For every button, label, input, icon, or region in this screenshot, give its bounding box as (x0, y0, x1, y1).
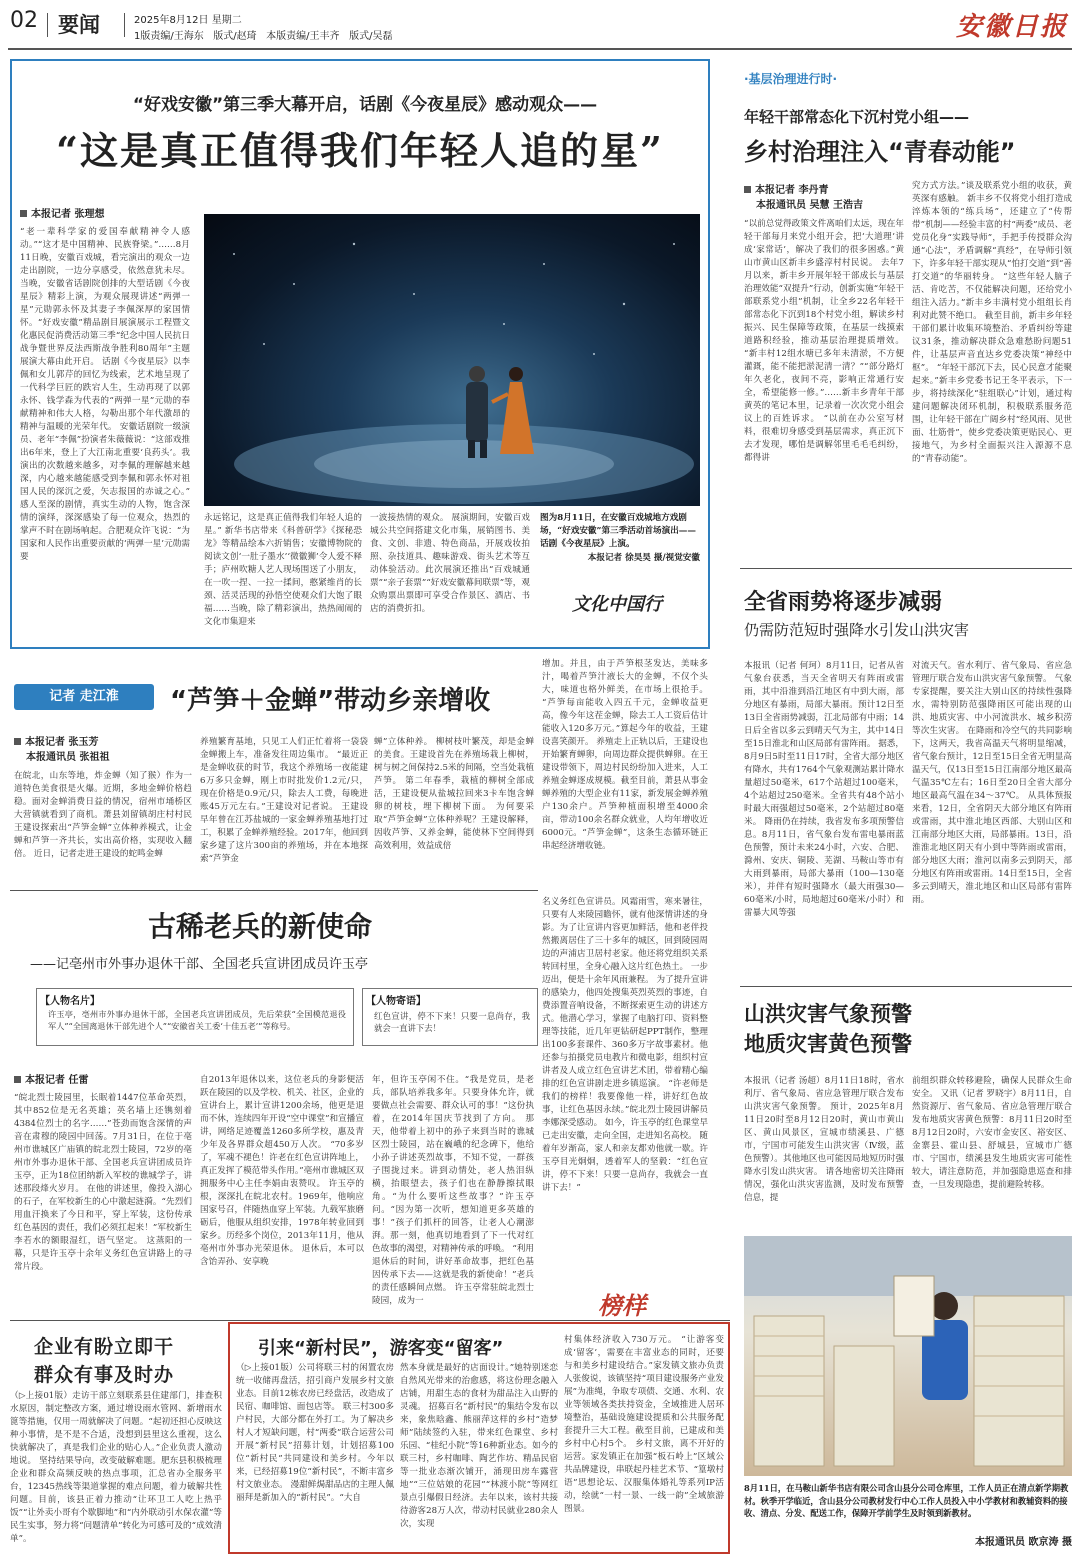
profile-card-label: 【人物名片】 (40, 996, 100, 1007)
reporter-badge (14, 684, 154, 710)
editor-credits: 1版责编/王海东 版式/赵琦 本版责编/王丰齐 版式/吴磊 (134, 31, 393, 42)
warehouse-illustration (744, 1236, 1072, 1476)
right-top-column-2: 究方式方法。”谈及联系党小组的收获，黄英深有感触。 新丰乡不仅将党小组打造成淬炼本领的“练兵场”，还建立了“传帮带”机制——经验丰富的村“两委”成员、老党员化身“实践导师”，手把手传授群众沟通“心法”，矛盾调解“真经”，在导师引领下，许多年轻干部实现从“怕打交道”到“善打交道”的华丽转身。 “这些年轻人脑子活、肯吃苦，不仅能解决问题，还给党小组注入活力。”新丰乡丰满村党小组组长肖利对此赞不绝口。 截至目前，新丰乡年轻干部们累计收集环境整治、矛盾纠纷等建议31条，推动解决群众急难愁盼问题51件，让基层声音直达乡党委决策“神经中枢”。 “年轻干部沉下去，民心民意才能聚起来。”新丰乡党委书记王冬平表示，下一步，将持续深化“驻组联心”计划，通过构建问题解决闭环机制，积极联系服务范围，让年轻干部在广阔乡村“经风雨、见世面、壮筋骨”，使乡党委决策更贴民心、更接地气，为乡村全面振兴注入源源不息的“青春动能”。 (912, 181, 1072, 464)
role-model-seal: 榜样 (598, 1291, 646, 1320)
lead-column-3: 一波接热情的观众。 展演期间，安徽百戏城公共空间搭建文化市集，展销图书、美食、文创、非遗、特色商品，开展戏妆拍照、杂技道具、趣味游戏、街头艺术等互动体验活动。此次展演还推出“百戏城通票”“亲子套票”“好戏安徽幕间联票”等，观众购票出票即可享受合作景区、酒店、书店的消费折扣。 (370, 513, 530, 614)
enterprise-headline-2: 群众有事及时办 (34, 1364, 175, 1386)
newspaper-logo: 安徽日报 (955, 12, 1068, 42)
warn-headline-1: 山洪灾害气象预警 (744, 1002, 912, 1026)
reed-headline: “芦笋＋金蝉”带动乡亲增收 (170, 686, 491, 716)
newvillager-column-1: （▷上接01版）公司将联三村的闲置农房统一收储再盘活，招引商户发展乡村文旅业态。目前12栋农房已经盘活，改造成了民宿、咖啡馆、面包店等。 联三村300多户村民，大部分都在外打工。为了解决乡村人才短缺问题，村“两委”联合运营公司开展“新村民”招募计划，计划招募100位“新村民”共同建设和美乡村。今年以来，已经招募19位“新村民”，不断丰富乡村文旅业态。 漫甜鲜焗甜品店的主理人佩丽拜是新加入的“新村民”。“大自 (236, 1363, 394, 1503)
warn-headline-2: 地质灾害黄色预警 (744, 1032, 912, 1056)
textbook-warehouse-photo (744, 1236, 1072, 1476)
masthead-rule (8, 48, 1072, 50)
section-name: 要闻 (58, 13, 100, 37)
lead-column-2: 永远铭记，这是真正值得我们年轻人追的星。” 新华书店带来《科普研学》《探秘恐龙》等精品绘本六折销售；安徽博物院的阅读文创‘一肚子墨水’‘微徽狮’令人爱不释手；庐州吹糖人艺人现场围送了小朋友，在一吹一捏、一拉一揉间，憨紧维肖的长颈、活灵活现的孙悟空使观众们大饱了眼福……当晚，除了精彩演出，热热闹闹的文化市集迎来 (204, 513, 362, 627)
veteran-byline: 本报记者 任雷 (14, 1074, 88, 1088)
veteran-column-4: 名义务红色宣讲员。风霜雨雪，寒来暑往，只要有人来陵园瞻怀，就有他深情讲述的身影。为了让宣讲内容更加鲜活，他和老伴投然搬离居住了三十多年的城区，回到陵园周边的声浦店卫居村老家。他还将党组织关系转回村里，全身心融入这片红色热土。 一步迈出，便是十余年风雨兼程。 为了提升宣讲的感染力，他四处搜集英烈英烈的事迹，自费添置音响设备，不断探索更生动的讲述方式。他潜心学习，掌握了电脑打印、资料整理等技能，近几年更钻研起PPT制作，整理出100多套课件、360多万字故事素材。他还参与拍摄党员电教片和微电影，组织村宣讲者及人成立红色宣讲艺术团，带着精心编排的红色宣讲剧走进乡镇巡演。 “许老师是我们的榜样！我要像他一样，讲好红色故事，让红色基因永续。”皖北烈士陵园讲解员李娜深受感动。 如今，许玉亭的红色课堂早已走出安徽，走向全国，走进知名高校。 随着年岁渐高，家人和亲友都劝他就一歇。许玉亭目光炯炯，透着军人的坚毅：“红色宣讲，停不下来！只要一息尚存，我就会一直讲下去！” (542, 897, 708, 1193)
textbook-photo-credit: 本报通讯员 欧京涛 摄 (975, 1537, 1072, 1548)
reporter-badge-label: 记者 走江淮 (49, 689, 119, 704)
reed-byline-1: 本报记者 张玉芳 (14, 736, 98, 750)
culture-china-seal: 文化中国行 (572, 594, 662, 615)
reed-column-4: 增加。并且，由于芦笋根茎发达，美味多汁，喝着芦笋汁液长大的金蝉，不仅个头大，味道也格外鲜美，在市场上很抢手。 “芦笋每亩能收入四五千元，金蝉收益更高，像今年这茬金蝉，除去工人工资后估计能收入120多万元。”算起今年的收益，王建设喜笑颜开。 养殖走上正轨以后，王建设也开始繁育蝉卵，向周边群众提供蝉卵。在王建设带领下，周边村民纷纷加入进来，人工养殖金蝉逐成规模。截至目前，萧县从事金蝉养殖的大型企业有11家，新发展金蝉养殖户130余户。芦笋种植面积增至4000余亩，带动100余名群众就业，人均年增收近6000元。“芦笋金蝉”，这条生态循环链正串起经济增收链。 (542, 659, 708, 851)
lead-column-1: “老一辈科学家的爱国奉献精神令人感动。”“这才是中国精神、民族脊梁。”……8月11日晚，安徽百戏城，看完演出的观众一边走出剧院，一边分享感受，依然意犹未尽。 当晚，安徽省话剧院创排的大型话剧《今夜星辰》精彩上演，为观众展现讲述“两弹一星”元勋郭永怀及其妻子李佩深厚的家国情怀。“好戏安徽”精品剧目展演展示工程暨文化惠民促消费活动第三季“纪念中国人民抗日战争暨世界反法西斯战争胜利80周年”主题展演大幕由此开启。 话剧《今夜星辰》以李佩和女儿郭芹的回忆为线索，艺术地呈现了一代科学巨匠的跌宕人生，生动再现了以郭永怀、钱学森为代表的“两弹一星”元勋的奉献精神和伟大人格，勾勒出那个年代激昂的精神与温暖的光荣年代。 安徽话剧院一级演员、老年“李佩”扮演者朱薇薇说：“这部戏推出6年来，登上了大江南北重要‘良药头’。我演出的次数越来越多，对李佩的理解越来越深，内心越来越能感受到李佩和郭永怀对祖国人民的深沉之爱，矢志报国的赤诚之心。” 感人至深的剧情，真实生动的人物，饱含深情的演绎，深深感染了每一位观众，热烈的掌声不时在剧场响起。合肥观众许飞说：“为国家和人民作出重要贡献的‘两弹一星’元勋需要 (20, 227, 190, 562)
veteran-column-2: 自2013年退休以来，这位老兵的身影便活跃在陵园的以及学校、机关、社区，企业的宣讲台上，累计宣讲1200余场，他更是退而不休，连续四年开设“空中课堂”和宣播宣讲，网络足迹覆盖1260多所学校，惠及青少年及各界群众超450万人次。 “70多岁了，军魂不褪色！许老在红色宣讲阵地上，真正发挥了模范带头作用。”亳州市谯城区双拥服务中心主任李娟由衷赞叹。 许玉亭的根，深深扎在皖北农村。1969年，他响应国家号召，伴随热血穿上军装。九载军旅磨砺后，他服从组织安排，1978年转业回到家乡。历经多个岗位，2013年11月，他从亳州市外事办光荣退休。 退休后，本可以含饴弄孙、安享晚 (200, 1075, 364, 1267)
enterprise-column-1: （▷上接01版）走访干部立刻联系县住建部门，排查积水原因，制定整改方案，通过增设雨水管网、新增雨水篦等措施，仅用一周就解决了问题。“起初还担心反映这种小事情，是不是不合适，没想到县里这么重视，这么快就解决了，真是我们企业的贴心人。”企业负责人激动地说。 坚持结果导向，改变破解难题。肥东县积极梳理企业和群众高频反映的热点事项，汇总省办全服务平台，12345热线等渠道掌握的难点问题，着力破解共性问题。目前，该县正着力推动“让环卫工人吃上热乎饭”“让外卖小哥有个歇脚地”和“内外联动引水保农灌”等民生实事，努力将“问题清单”转化为可感可及的“成效清单”。 (10, 1391, 222, 1544)
divider-warn (740, 986, 1072, 987)
reed-column-1: 在皖北，山东等地，炸金蝉（知了猴）作为一道特色美食很是火爆。近期，多地金蝉价格趋稳。面对金蝉消费日益的情况，宿州市埇桥区大营镇就看到了商机。萧县刘留镇胡庄村村民王建设探索出“芦笋金蝉”立体种养模式，让金蝉和芦笋一齐共长，实出高价格，实现收入翻倍。 近日，记者走进王建设的蛇鸣金蝉 (14, 771, 192, 859)
warn-column-1: 本报讯（记者 汤超）8月11日18时，省水利厅、省气象局、省应急管理厅联合发布山洪灾害气象预警。 预计，2025年8月11日20时至8月12日20时，黄山市黄山区、黄山风景区，宣城市绩溪县、广德市，宁国市可能发生山洪灾害（Ⅳ级，蓝色预警）。其他地区也可能因局地短历时强降水引发山洪灾害。 请各地密切关注降雨情况，强化山洪灾害监测，及时发布预警信息，提 (744, 1076, 904, 1203)
quote-card-text: 红色宣讲，停不下来！只要一息尚存，我就会一直讲下去！ (374, 1011, 530, 1033)
reed-column-2: 养殖繁育基地，只见工人们正忙着将一袋袋金蝉搬上车，准备发往周边集市。 “最近正是金蝉收获的时节，我这个养殖场一夜能建6万多只金蝉，刚上市时批发价1.2元/只，现在价格是0.9元/只，除去人工费，每晚进账45万元左右。”王建设对记者说。 王建设早年曾在江苏盐城的一家金蝉养殖基地打过工，积累了金蝉养殖经验。2017年，他回到家乡建了这片300亩的养殖场，并在本地探索“芦笋金 (200, 737, 368, 864)
column-tag: ·基层治理进行时· (744, 72, 838, 86)
quote-card-label: 【人物寄语】 (366, 996, 426, 1007)
lead-photo-caption: 图为8月11日，在安徽百戏城地方戏剧场，“好戏安徽”第三季活动首场演出——话剧《今夜星辰》上演。 (540, 513, 696, 549)
veteran-headline: 古稀老兵的新使命 (148, 910, 373, 943)
rain-subtitle: 仍需防范短时强降水引发山洪灾害 (744, 621, 970, 639)
newvillager-headline: 引来“新村民”，游客变“留客” (258, 1338, 504, 1359)
masthead (0, 0, 1080, 50)
lead-byline: 本报记者 张理想 (20, 208, 104, 222)
newvillager-column-2: 然本身就是最好的店面设计。”她特别迷恋自然风光带来的治愈感，将这份理念融入店铺，用甜生态的食材为甜品注入山野的灵魂。 招募百名“新村民”的集结令发布以来，象焦晗鑫、熊丽萍这样的乡村“造梦师”陆续签约入驻，带来红色课堂、乡村乐园、“桂纪小院”等16种新业态。如今的联三村，乡村咖啡、陶艺作坊、精品民宿等一批业态渐次铺开，涌现田房车露营地”“三位姑娘的花园”“林渡小院”等网红景点引爆假日经济。去年以来，该村共接待游客28万人次，带动村民就业280余人次，实现 (400, 1363, 558, 1529)
issue-date: 2025年8月12日 星期二 (134, 15, 242, 26)
section-divider-2 (124, 13, 125, 37)
right-top-byline-1: 本报记者 李丹青 (744, 184, 828, 198)
profile-card-text: 许玉亭，亳州市外事办退休干部，全国老兵宣讲团成员，先后荣获“全国模范退役军人”“全国离退休干部先进个人”“安徽省关工委‘十佳五老’”等称号。 (48, 1009, 346, 1031)
enterprise-headline-1: 企业有盼立即干 (34, 1336, 175, 1358)
lead-kicker: “好戏安徽”第三季大幕开启，话剧《今夜星辰》感动观众—— (132, 95, 598, 115)
right-top-headline: 乡村治理注入“青春动能” (744, 138, 1016, 166)
divider-rain (740, 568, 1072, 569)
section-divider (47, 13, 48, 37)
veteran-column-1: “皖北烈士陵园里，长眠着1447位革命英烈，其中852位是无名英雄；英名墙上还镌刻着4384位烈士的名字……”苍劲而饱含深情的声音在肃穆的陵园中回荡。7月31日，在位于亳州市谯城区广庙镇的皖北烈士陵园，72岁的亳州市外事办退休干部、全国老兵宣讲团成员许玉亭，正为18位团纳新入军校的谯城学子，讲述那段烽火岁月。 在他的讲述里，像投入湖心的石子，在军校新生的心中激起涟漪。“先烈们用血汗换来了今日和平，穿上军装，这份传承红色基因的责任，我们必须扛起来！”军校新生李若水的额眼湿红，语气坚定。 这蒸阳的一幕，只是许玉亭十余年义务红色宣讲路上的寻常片段。 (14, 1093, 192, 1272)
right-top-byline-2: 本报通讯员 吴慧 王浩吉 (756, 200, 863, 211)
divider-veteran (10, 890, 538, 891)
lead-stage-photo (204, 214, 700, 506)
textbook-photo-caption: 8月11日，在马鞍山新华书店有限公司含山县分公司仓库里，工作人员正在清点新学期教材。秋季开学临近，含山县分公司教材发行中心工作人员投入中小学教材和教辅资料的接收、清点、分发、配送工作，保障开学前学生及时领到新教材。 (744, 1483, 1069, 1518)
lead-headline: “这是真正值得我们年轻人追的星” (56, 128, 664, 173)
right-top-kicker: 年轻干部常态化下沉村党小组—— (744, 108, 970, 126)
reed-column-3: 蝉”立体种养。 柳树枝叶繁茂，却是金蝉的美食。王建设首先在养殖场栽上柳树，树与树之间保持2.5米的间隔，空当处栽植芦笋。 第二年春季，栽植的柳树全部成活，王建设便从盐城拉回来3卡车饱含蝉卵的树枝，埋下柳树下面。 为何要采取“芦笋金蝉”立体种养呢？王建设解释，因收芦笋、又养金蝉，能使林下空间得到高效利用，效益成倍 (374, 737, 534, 851)
warn-column-2: 前组织群众转移避险，确保人民群众生命安全。 又讯（记者 罗晓宇）8月11日，自然资源厅、省气象局、省应急管理厅联合发布地质灾害黄色预警：8月11日20时至8月12日20时，六安市金安区、裕安区、金寨县、霍山县、舒城县，宣城市广德市、宁国市，绩溪县发生地质灾害可能性较大，请注意防范，并加强隐患巡查和排查，一旦发现隐患，提前避险转移。 (912, 1076, 1072, 1190)
rain-column-2: 对流天气。省水利厅、省气象局、省应急管理厅联合发布山洪灾害气象预警。 气象专家提醒，要关注大别山区的持续性强降水，需特别防范强降雨区可能出现的山洪、地质灾害、中小河流洪水、城乡积涝等次生灾害。 在降雨和冷空气的共同影响下，这两天，我省高温天气将明显缩减，省气象台预计，12日至15日全省无明显高温天气，仅13日至15日江南部分地区最高气温35℃左右；16日至20日全省大部分地区最高气温在34～37℃。 从具体预报来看，12日，全省阴天大部分地区有阵雨或雷雨，其中淮北地区西部、大别山区和江南部分地区大雨，局部暴雨。13日，沿淮淮北地区阴天有小到中等阵雨或雷雨，部分地区大雨；淮河以南多云到阴天，部分地区有阵雨或雷雨。14日至15日，全省多云到晴天，淮北地区和山区局部有雷阵雨。 (912, 661, 1072, 905)
rain-column-1: 本报讯（记者 何珂）8月11日，记者从省气象台获悉，当天全省明天有阵雨或雷雨，其中沿淮到沿江地区有中到大雨，部分地区有暴雨，局部大暴雨。预计12日至13日全省雨势减弱，江北局部有中雨；14日后全省以多云到晴天气为主，其中14日至15日淮北和山区局部有雷阵雨。 据悉，8月9日5时至11日17时，全省大部分地区有降水，共有1764个气象观测站累计降水量超过50毫米，617个站超过100毫米，4个站超过250毫米。全省共有48个站小时最大雨强超过50毫米，2个站超过80毫米。 降雨仍在持续，我省发布多项预警信息。8月11日，省气象台发布雷电暴雨蓝色预警，预计未来24小时，六安、合肥、滁州、安庆、铜陵、芜湖、马鞍山等市有大雨到暴雨，局部大暴雨（100—130毫米），并伴有短时强降水（最大雨强30—60毫米/小时，局地超过60毫米/小时）和雷暴大风等强 (744, 661, 904, 918)
lead-photo-credit: 本报记者 徐昊昊 摄/视觉安徽 (587, 553, 700, 563)
stage-illustration (204, 214, 700, 506)
rain-headline: 全省雨势将逐步减弱 (744, 590, 943, 615)
reed-byline-2: 本报通讯员 张祖祖 (26, 752, 110, 763)
page-number: 02 (10, 8, 38, 33)
divider-bottom (10, 1320, 730, 1321)
veteran-column-3: 年，但许玉亭闲不住。“我是党员，是老兵，部队培养我多年。只要身体允许，就要做点社会需要、群众认可的事！”这份执着，在2014年国庆节找到了方向。 那天，他带着上初中的孙子来到当时的谯城区烈士陵园，站在巍峨的纪念碑下，他给小孙子讲述英烈故事，不知不觉，一群孩子围拢过来。讲到动情处，老人热泪纵横，抬眼望去，孩子们也在静静擦拭眼角。“为什么要听这些故事？”许玉亭问。“因为第一次听，想知道更多英雄的事！”孩子们抓杆的回答，让老人心潮澎湃。那一刻，他真切地看到了下一代对红色故事的渴望，对精神传承的呼唤。 “利用退休后的时间，讲好革命故事，把红色基因传承下去——这就是我的新使命！”老兵的责任感瞬间点燃。 许玉亭常驻皖北烈士陵园，成为一 (372, 1075, 534, 1306)
veteran-subtitle: ——记亳州市外事办退休干部、全国老兵宣讲团成员许玉亭 (30, 957, 369, 972)
newvillager-column-3: 村集体经济收入730万元。 “让游客变成‘留客’，需要在丰富业态的同时，还要与和美乡村建设结合。”家发镇文旅办负责人张俊说，该镇坚持“项目建设服务产业发展”为准绳，争取专项债、交通、水利、农业等领域各类扶持资金，全域推进人居环境整治，基础设施建设提质和公共服务配套提升三大工程。截至目前，已建成和美乡村中心村5个。 乡村文旅，离不开好的运营。家发镇正在加强“板石岭上”区域公共品牌建设，串联起丹桂艺术节、“篁墩村语”思想论坛、汉服集体婚礼等系列IP活动，绘就“一村一景、一线一韵”全域旅游图景。 (564, 1335, 724, 1514)
right-top-column-1: “以前总觉得政策文件离咱们太远，现在年轻干部每月来党小组开会，把‘大道理’讲成‘家常话’，解决了我们的很多困惑。”黄山市黄山区新丰乡盛淳村村民说。 去年7月以来，新丰乡开展年轻干部成长与基层治理效能“双提升”行动，创新实施“年轻干部联系党小组”机制，让全乡22名年轻干部常态化下沉到18个村党小组，解读乡村振兴、民生保障等政策，在基层一线摸索道路积经验，推动基层治理提质增效。 “新丰村12组水塘已多年未清淤，不方便灌溉，能不能把淤泥清一清？”“部分路灯年久老化，夜间不亮，影响正常通行安全，希望能修一修。”……新丰乡青年干部黄英的笔记本里，记录着一次次党小组会议上的百姓诉求。 “以前在办公室写材料，很难切身感受到基层需求，真正沉下去才发现，哪怕是调解邻里毛毛毛纠纷，都得讲 (744, 219, 904, 463)
